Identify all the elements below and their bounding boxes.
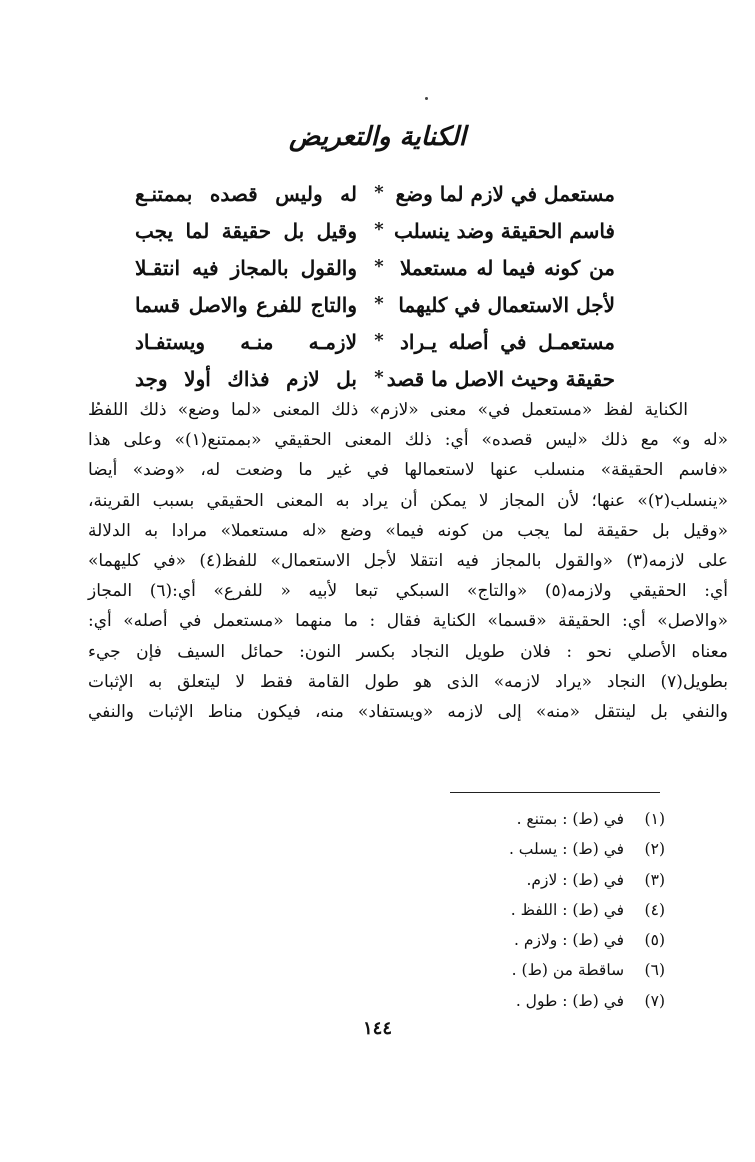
verse-second-hemistich: وقيل بل حقيقة لما يجب <box>135 219 357 243</box>
page-number: ١٤٤ <box>362 1018 392 1039</box>
footnote-item <box>445 804 665 834</box>
verse-first-hemistich: مستعمـل في أصله يـراد <box>400 330 615 354</box>
footnote-text: في (ط) : يسلب . <box>508 840 625 859</box>
verse-second-hemistich: لازمـه منـه ويستفـاد <box>135 330 357 354</box>
text-line: الكناية لفظ «مستعمل في» معنى «لازم» ذلك المعنى «لما وضع» ذلك اللفظ <box>88 400 688 420</box>
footnote-text: في (ط) : اللفظ . <box>510 900 625 919</box>
verse-first-hemistich: من كونه فيما له مستعملا <box>400 256 615 280</box>
footnote-text: ساقطة من (ط) . <box>511 961 625 980</box>
verse-second-hemistich: والقول بالمجاز فيه انتقـلا <box>135 256 357 280</box>
verse-line <box>135 215 615 252</box>
footnote-item <box>445 865 665 895</box>
verse-line <box>135 178 615 215</box>
text-line: «والاصل» أي: الحقيقة «قسما» الكناية فقال : ما منهما «مستعمل في أصله» أي: <box>88 611 728 632</box>
verse-separator: * <box>374 367 384 388</box>
verse-line <box>135 326 615 363</box>
footnote-number: (٢) <box>644 840 665 859</box>
verse-separator: * <box>374 219 384 240</box>
footnote-number: (٥) <box>644 931 665 950</box>
verse-separator: * <box>374 293 384 314</box>
verse-first-hemistich: لأجل الاستعمال في كليهما <box>398 293 615 317</box>
text-line: «له و» مع ذلك «ليس قصده» أي: ذلك المعنى الحقيقي «بممتنع(١)» وعلى هذا <box>88 430 728 451</box>
footnote-number: (١) <box>644 810 665 828</box>
verse-line <box>135 252 615 289</box>
text-line: بطويل(٧) النجاد «يراد لازمه» الذى هو طول القامة فقط لا ليتعلق به الإثبات <box>88 671 728 692</box>
footnote-item <box>445 955 665 985</box>
footnote-text: في (ط) : بمتنع . <box>516 810 625 828</box>
footnote-text: في (ط) : طول . <box>515 991 625 1010</box>
footnote-number: (٣) <box>644 870 665 889</box>
footnote-divider <box>450 792 660 793</box>
verse-separator: * <box>374 330 384 351</box>
verse-separator: * <box>374 256 384 277</box>
verse-second-hemistich: بل لازم فذاك أولا وجد <box>135 367 357 391</box>
footnote-item <box>445 986 665 1016</box>
text-line: «ينسلب(٢)» عنها؛ لأن المجاز لا يمكن أن يراد به المعنى الحقيقي بسبب القرينة، <box>88 490 728 511</box>
chapter-title: الكناية والتعريض <box>288 122 467 152</box>
footnote-text: في (ط) : ولازم . <box>514 931 625 950</box>
print-speck <box>425 97 428 100</box>
footnote-text: في (ط) : لازم. <box>526 870 625 889</box>
text-line: والنفي بل لينتقل «منه» إلى لازمه «ويستفاد» منه، فيكون مناط الإثبات والنفي <box>88 701 728 722</box>
text-line: «وقيل بل حقيقة لما يجب من كونه فيما» وضع «له مستعملا» مرادا به الدلالة <box>88 520 728 541</box>
footnote-number: (٦) <box>644 961 665 980</box>
footnote-item <box>445 834 665 864</box>
commentary-text <box>88 395 728 727</box>
verse-second-hemistich: له وليس قصده بممتنـع <box>135 182 357 206</box>
verse-first-hemistich: مستعمل في لازم لما وضع <box>395 182 615 206</box>
verse-block <box>135 178 615 400</box>
text-line: «فاسم الحقيقة» منسلب عنها لاستعمالها في غير ما وضعت له، «وضد» أيضا <box>88 460 728 481</box>
verse-separator: * <box>374 182 384 203</box>
text-line: أي: الحقيقي ولازمه(٥) «والتاج» السبكي تبعا لأبيه « للفرع» أي:(٦) المجاز <box>88 581 728 602</box>
text-line: معناه الأصلي نحو : فلان طويل النجاد بكسر النون: حمائل السيف فإن جيء <box>88 641 728 662</box>
footnote-number: (٤) <box>644 900 665 919</box>
verse-line <box>135 289 615 326</box>
verse-second-hemistich: والتاج للفرع والاصل قسما <box>135 293 357 317</box>
verse-first-hemistich: فاسم الحقيقة وضد ينسلب <box>393 219 615 243</box>
footnote-item <box>445 895 665 925</box>
footnote-item <box>445 925 665 955</box>
footnotes <box>445 804 665 1016</box>
verse-first-hemistich: حقيقة وحيث الاصل ما قصد <box>386 367 615 391</box>
footnote-number: (٧) <box>644 991 665 1010</box>
text-line: على لازمه(٣) «والقول بالمجاز فيه انتقلا لأجل الاستعمال» للفظ(٤) «في كليهما» <box>88 550 728 571</box>
